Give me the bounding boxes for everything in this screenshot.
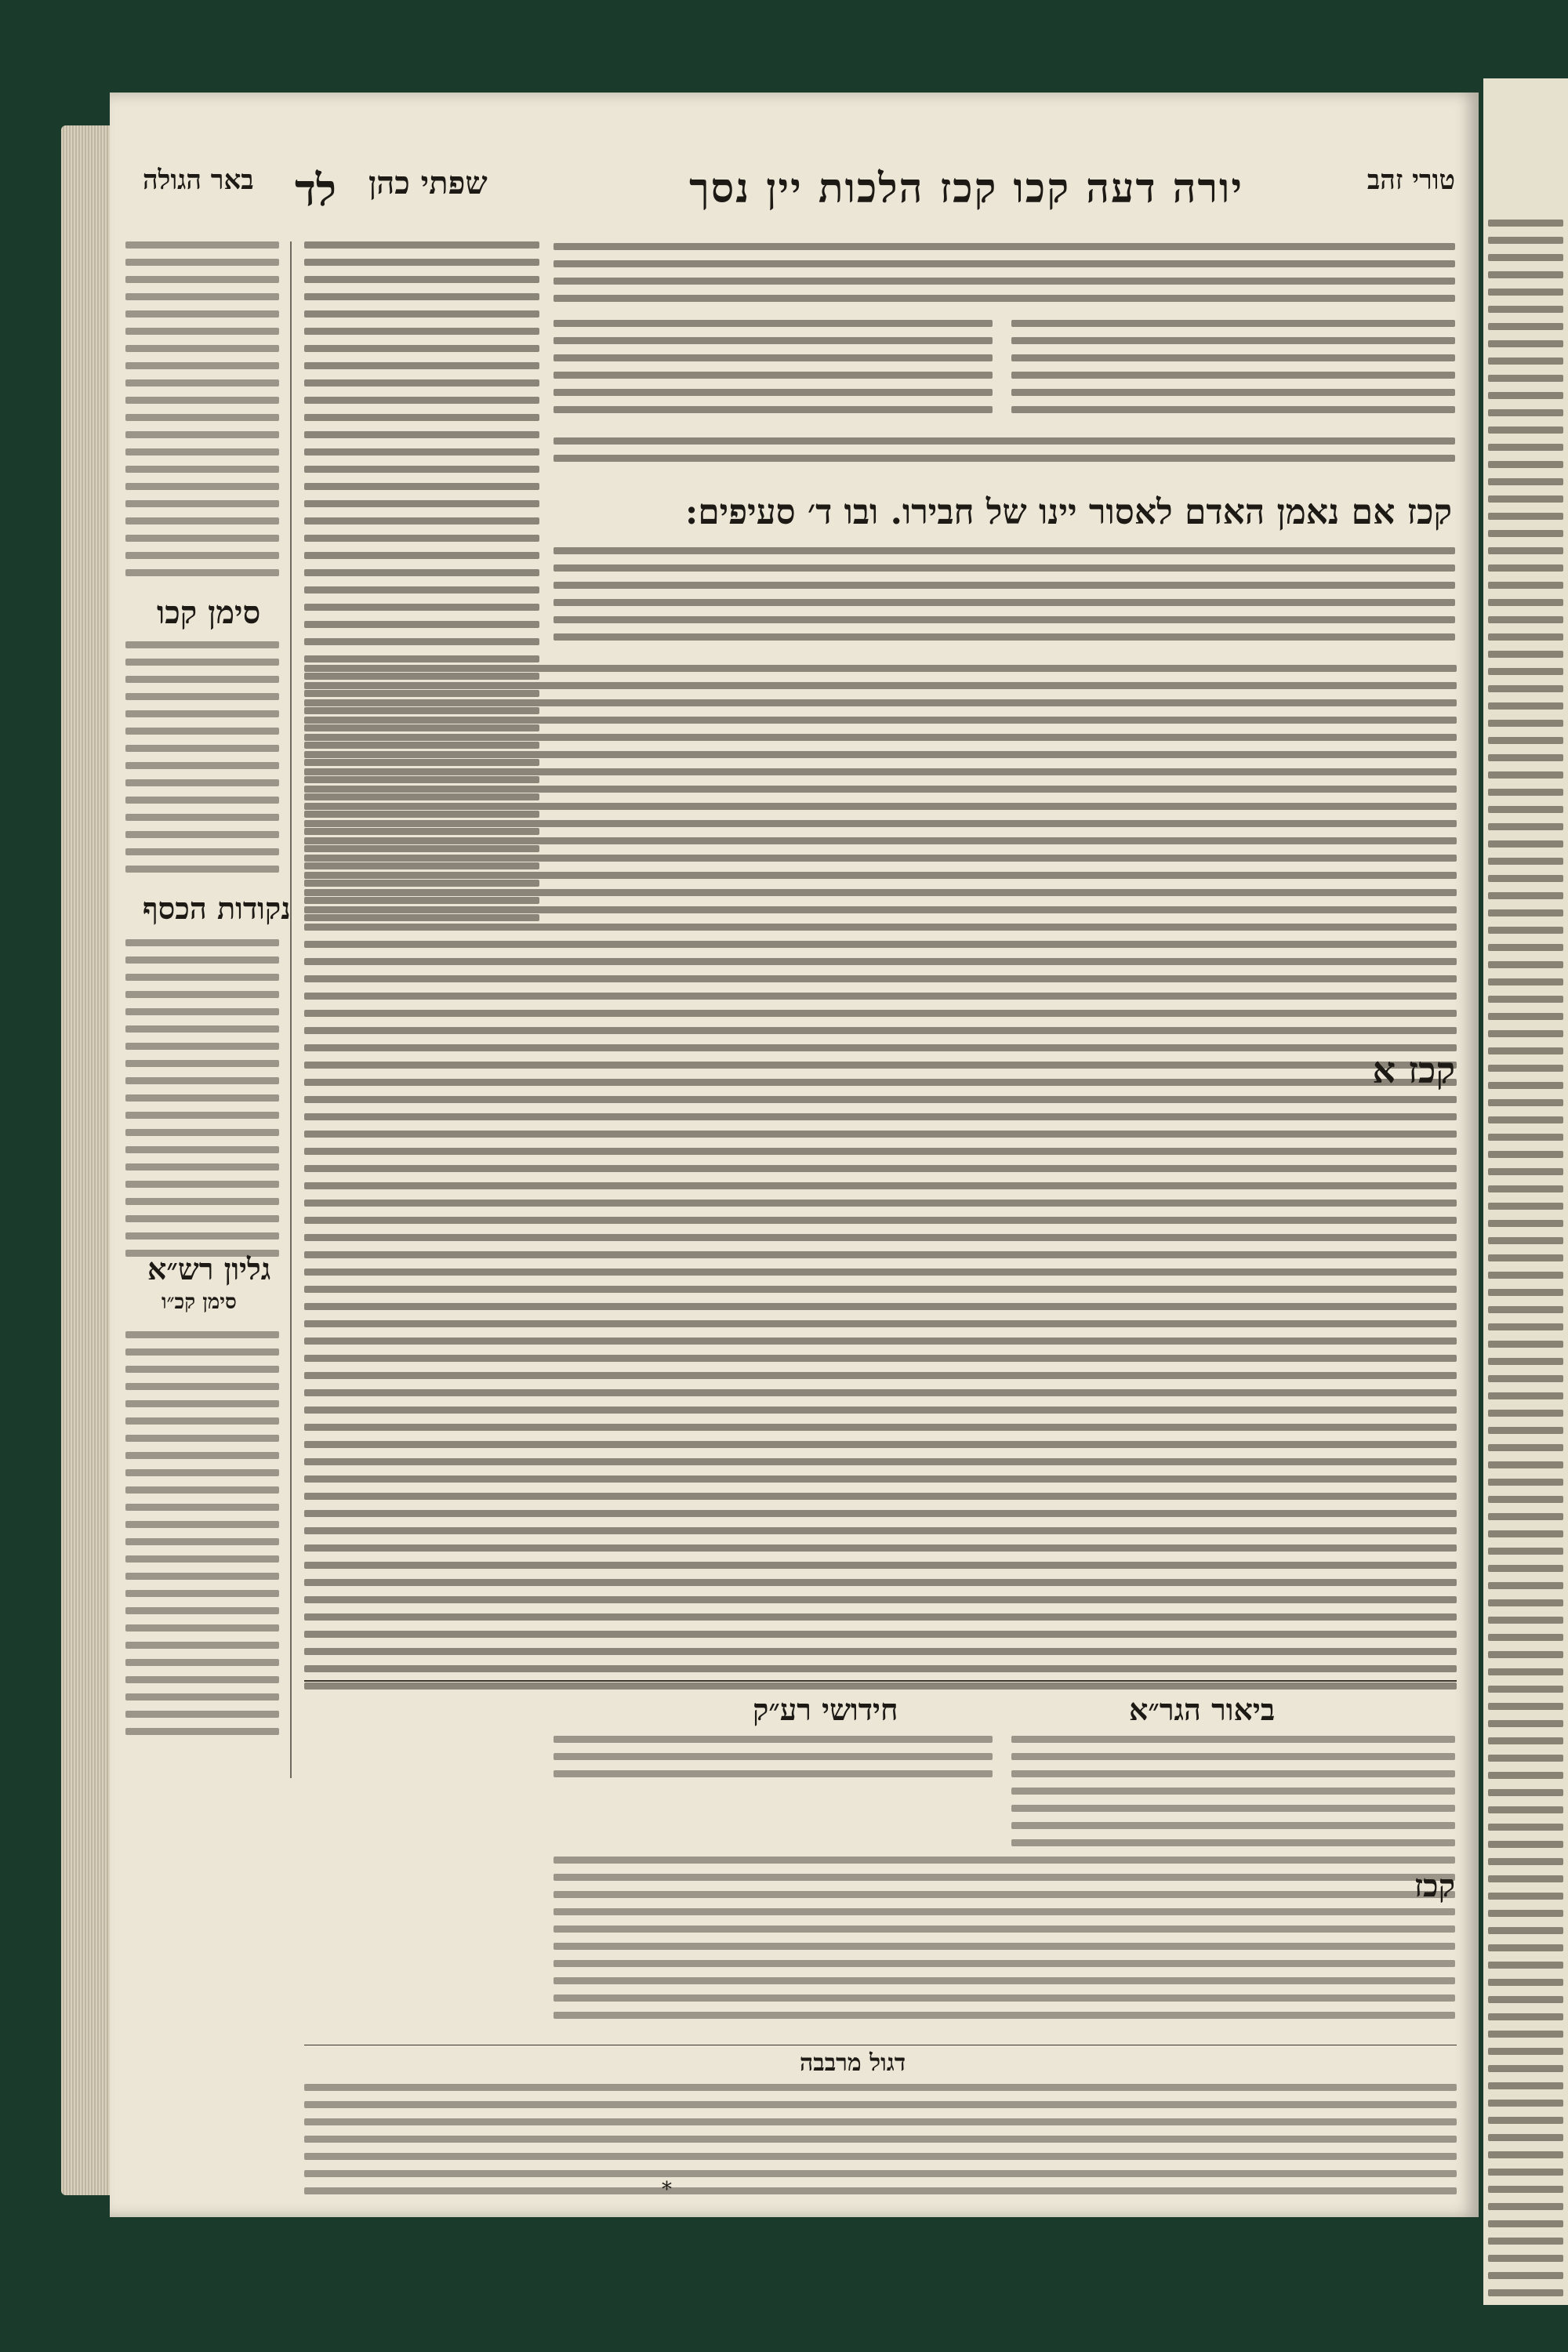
section-divider [304,1680,1457,1682]
biur-hagra-text [1011,1736,1455,1857]
header-siftei-kohen: שפתי כהן [368,165,488,201]
page-title: יורה דעה קכו קכז הלכות יין נסך [689,165,1243,212]
taz-commentary-wide [304,665,1457,1700]
siman-kaf-a-marker: קכז א [1372,1049,1455,1091]
column-divider [290,241,292,1778]
biur-hagra-heading: ביאור הגר״א [1129,1692,1276,1727]
main-seif-text [554,547,1455,651]
nekudot-hakesef-text [125,939,279,1267]
gilyon-text [125,1331,279,1745]
rema-gloss-text [554,437,1455,472]
chidushei-raka-heading: חידושי רע״ק [753,1692,898,1727]
nekudot-hakesef-heading: נקודות הכסף [143,891,291,926]
chidushei-raka-text [554,1736,993,1788]
siman-kaf-marker: קכז [1414,1867,1455,1904]
gilyon-heading: גליון רש״א [147,1251,271,1287]
dagul-merevava-heading: דגול מרבבה [800,2049,906,2077]
book-page-edge [61,125,110,2195]
book-page [110,93,1479,2217]
dagul-merevava-text [304,2084,1457,2205]
footnote-asterisk: * [662,2178,672,2201]
gilyon-siman: סימן קכ״ו [162,1290,237,1314]
header-beer-hagolah: באר הגולה [143,165,254,196]
main-text-right-block [1011,320,1455,423]
turei-zahav-top-text [554,243,1455,312]
page-number: לד [295,165,337,216]
header-turei-zahav: טורי זהב [1367,165,1455,196]
beer-hagolah-text [125,241,279,586]
siman-label-left: סימן קכו [157,594,261,631]
left-notes-text [125,641,279,883]
main-text-left-block [554,320,993,423]
adjacent-page [1483,78,1568,2305]
siman-heading: קכז אם נאמן האדם לאסור יינו של חבירו. ובו ד׳ סעיפים: [684,492,1452,532]
biur-hagra-continued [554,1857,1455,2029]
page-header [110,165,1479,227]
